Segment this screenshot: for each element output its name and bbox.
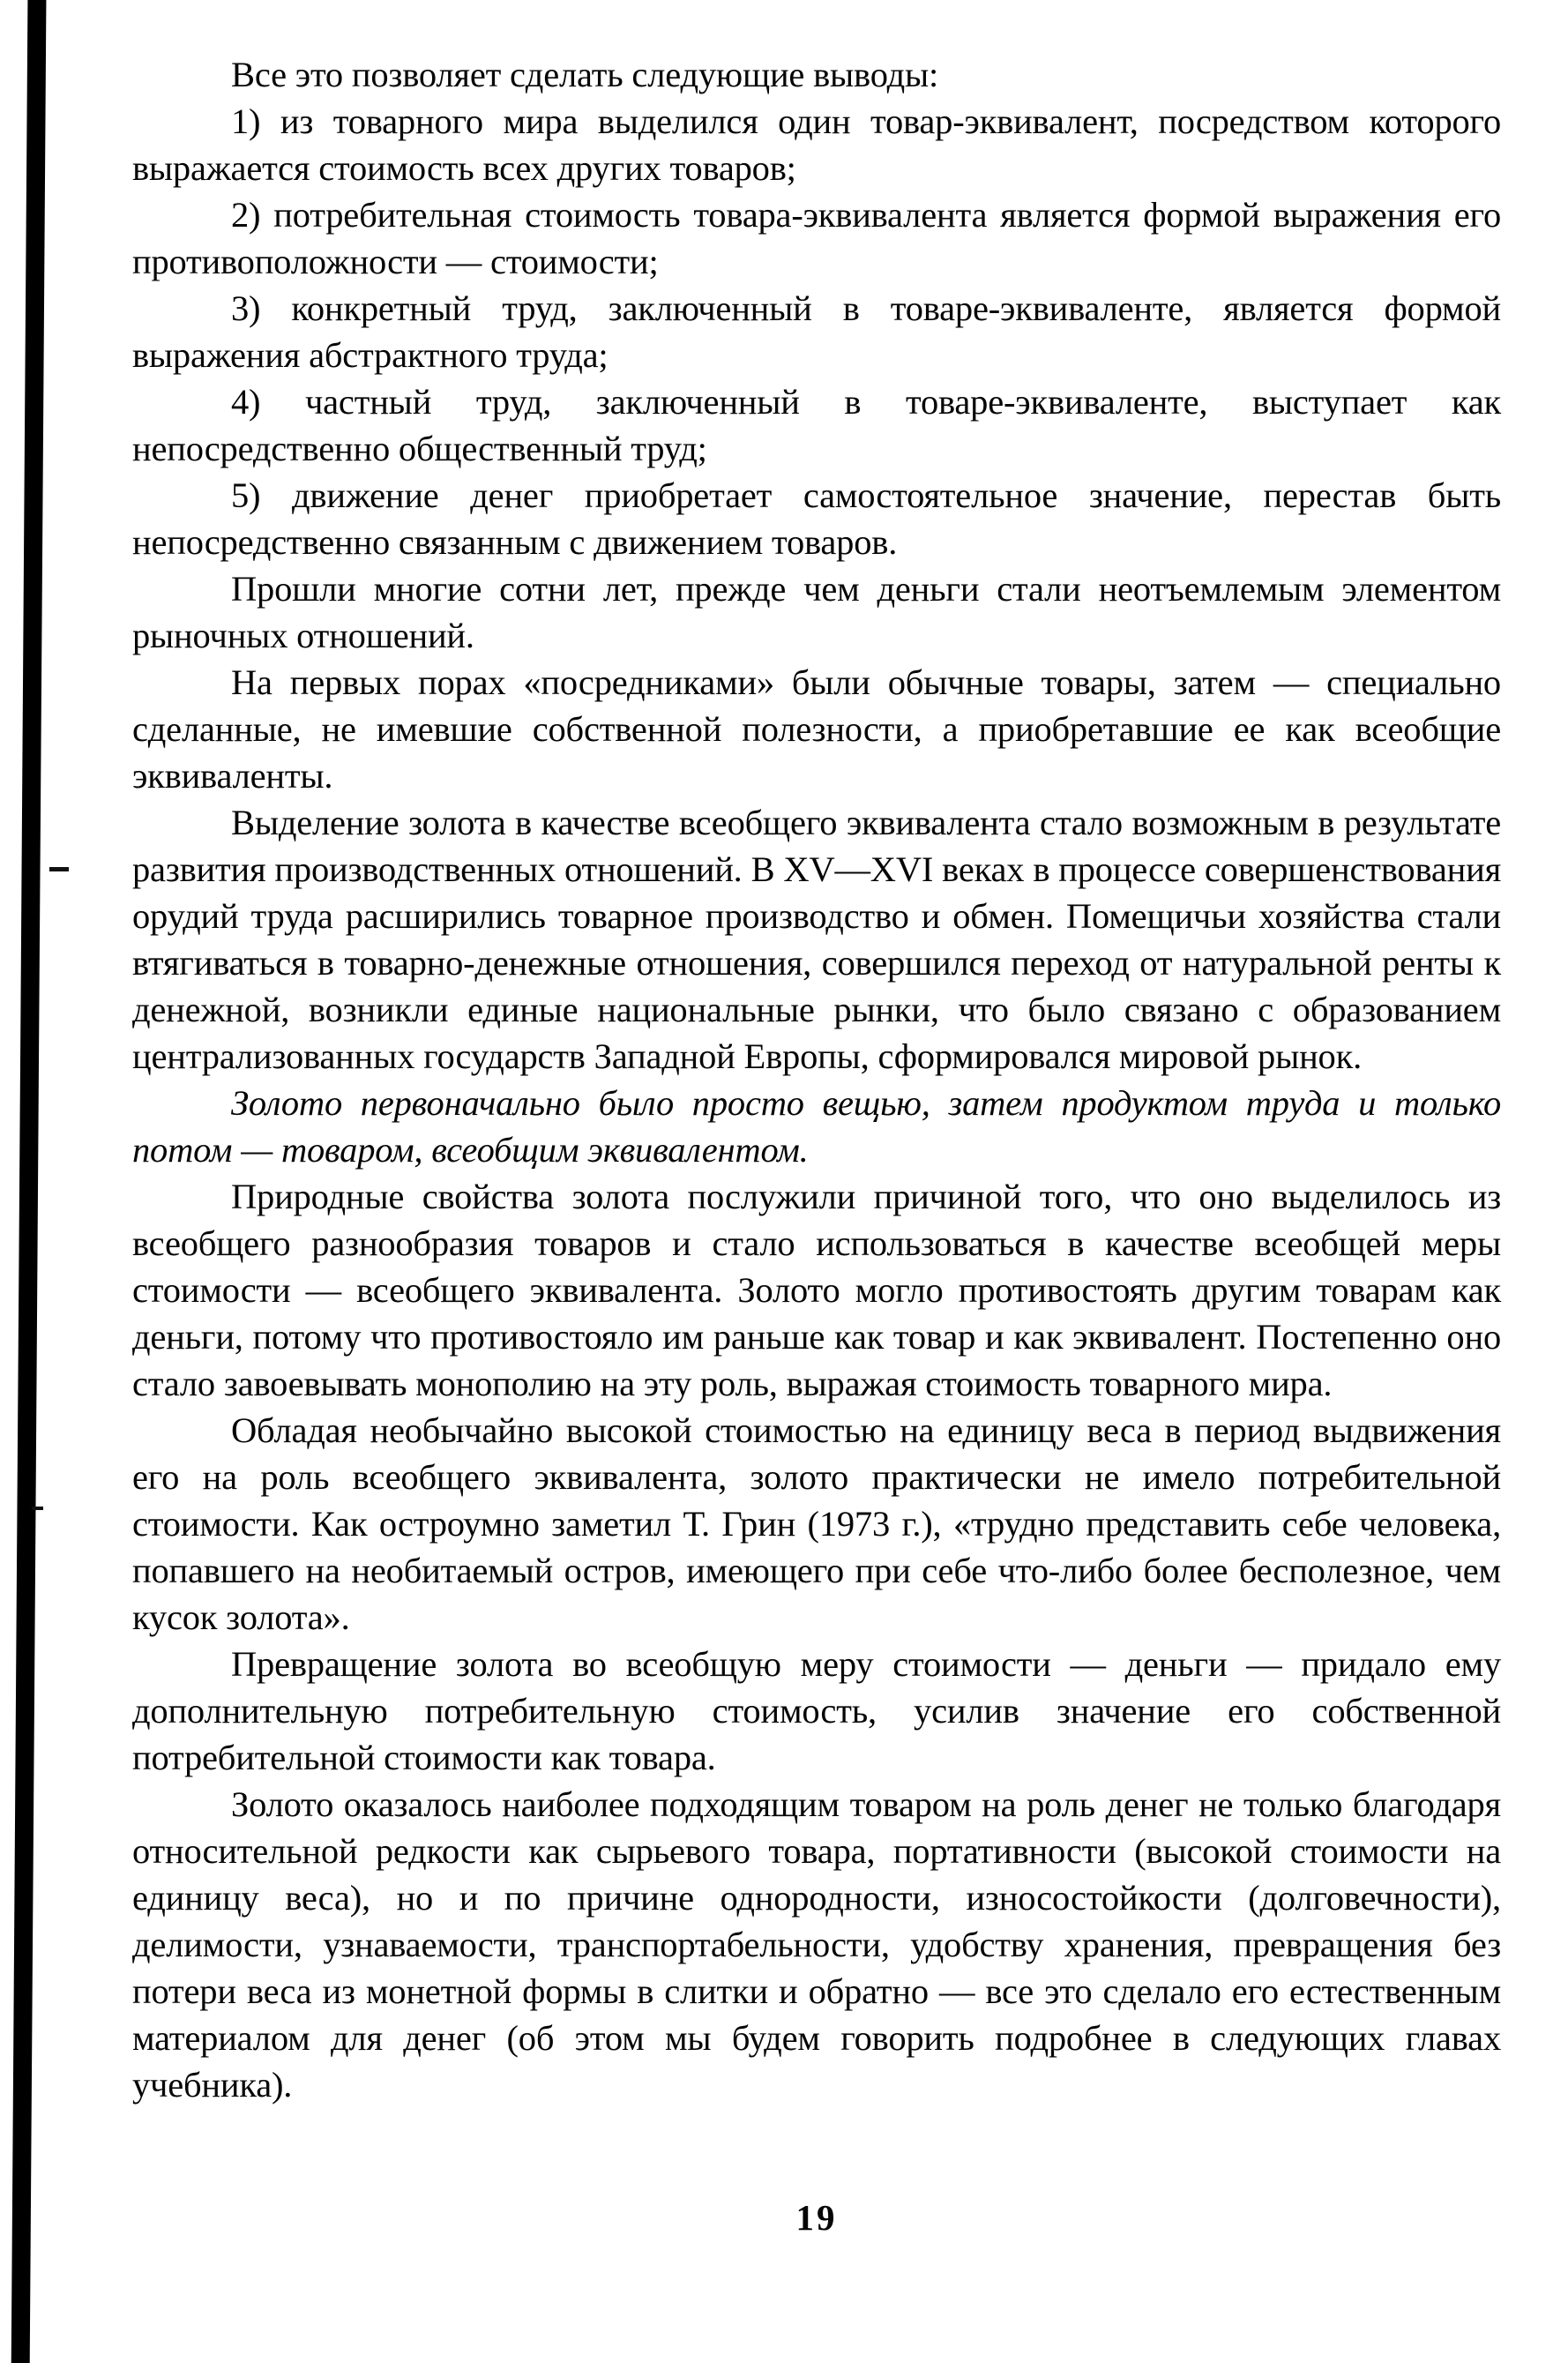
paragraph: 5) движение денег приобретает самостоятельное значение, перестав быть непосредственно связанным с движением товаров.	[132, 475, 1501, 562]
paragraph: 3) конкретный труд, заключенный в товаре-эквиваленте, является формой выражения абстрактного труда;	[132, 288, 1501, 375]
paragraph: 1) из товарного мира выделился один товар-эквивалент, посредством которого выражается стоимость всех других товаров;	[132, 101, 1501, 188]
page-number: 19	[795, 2197, 838, 2238]
scan-speck	[49, 867, 69, 871]
paragraph: Превращение золота во всеобщую меру стоимости — деньги — придало ему дополнительную потребительную стоимость, усилив значение его собственной потребительной стоимости как товара.	[132, 1644, 1501, 1777]
paragraph: Все это позволяет сделать следующие выводы:	[231, 55, 939, 94]
paragraph: На первых порах «посредниками» были обычные товары, затем — специально сделанные, не имевшие собственной полезности, а приобретавшие ее как всеобщие эквиваленты.	[132, 662, 1501, 796]
paragraph: Обладая необычайно высокой стоимостью на единицу веса в период выдвижения его на роль всеобщего эквивалента, золото практически не имело потребительной стоимости. Как остроумно заметил Т. Грин (1973 г.), «трудно представить себе человека, попавшего на необитаемый остров, имеющего при себе что-либо более бесполезное, чем кусок золота».	[132, 1410, 1501, 1637]
scan-binding-band	[11, 0, 46, 2363]
scan-speck	[32, 1507, 43, 1510]
paragraph: 4) частный труд, заключенный в товаре-эквиваленте, выступает как непосредственно общественный труд;	[132, 382, 1501, 468]
paragraph: Прошли многие сотни лет, прежде чем деньги стали неотъемлемым элементом рыночных отношений.	[132, 569, 1501, 655]
paragraph: Золото оказалось наиболее подходящим товаром на роль денег не только благодаря относительной редкости как сырьевого товара, портативности (высокой стоимости на единицу веса), но и по причине однородности, износостойкости (долговечности), делимости, узнаваемости, транспортабельности, удобству хранения, превращения без потери веса из монетной формы в слитки и обратно — все это сделало его естественным материалом для денег (об этом мы будем говорить подробнее в следующих главах учебника).	[132, 1784, 1501, 2105]
paragraph: Природные свойства золота послужили причиной того, что оно выделилось из всеобщего разнообразия товаров и стало использоваться в качестве всеобщей меры стоимости — всеобщего эквивалента. Золото могло противостоять другим товарам как деньги, потому что противостояло им раньше как товар и как эквивалент. Постепенно оно стало завоевывать монополию на эту роль, выражая стоимость товарного мира.	[132, 1177, 1501, 1403]
paragraph: 2) потребительная стоимость товара-эквивалента является формой выражения его противоположности — стоимости;	[132, 195, 1501, 281]
paragraph: Выделение золота в качестве всеобщего эквивалента стало возможным в результате развития производственных отношений. В XV—XVI веках в процессе совершенствования орудий труда расширились товарное производство и обмен. Помещичьи хозяйства стали втягиваться в товарно-денежные отношения, совершился переход от натуральной ренты к денежной, возникли единые национальные рынки, что было связано с образованием централизованных государств Западной Европы, сформировался мировой рынок.	[132, 803, 1501, 1076]
body-text	[132, 51, 1501, 2108]
paragraph: Золото первоначально было просто вещью, затем продуктом труда и только потом — товаром, всеобщим эквивалентом.	[132, 1083, 1501, 1170]
